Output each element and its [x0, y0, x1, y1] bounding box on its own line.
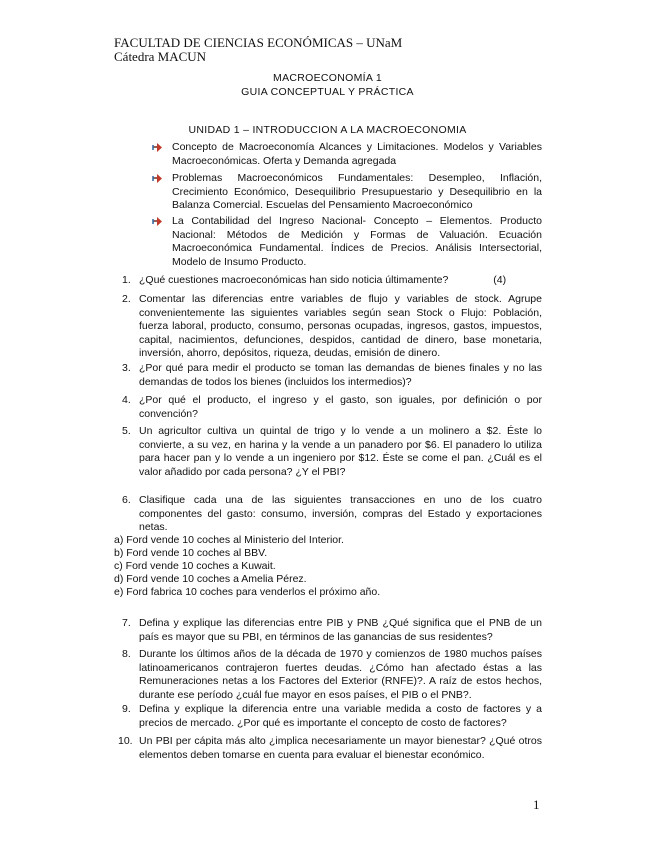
arrow-bullet-icon: [152, 216, 164, 232]
unit-bullet-text: Concepto de Macroeconomía Alcances y Limitaciones. Modelos y Variables Macroeconómicas. Oferta y Demanda agregada: [172, 141, 542, 167]
transaction-item: e) Ford fabrica 10 coches para venderlos el próximo año.: [114, 586, 381, 598]
unit-bullet: [152, 172, 542, 213]
question-text: Un agricultor cultiva un quintal de trigo y lo vende a un molinero a $2. Éste lo convierte, a su vez, en harina y la vende a un panadero por $6. El panadero lo utiliza para hacer pan y lo vende a un ingeniero por $12. Éste se come el pan. ¿Cuál es el valor añadido por cada persona? ¿Y el PBI?: [139, 425, 542, 478]
unit-bullet-text: La Contabilidad del Ingreso Nacional- Concepto – Elementos. Producto Nacional: Métodos de Medición y Formas de Valuación. Ecuación Macroeconómica Fundamental. Índices de Precios. Análisis Intersectorial, Modelo de Insumo Producto.: [172, 215, 542, 268]
question-number: 3.: [122, 362, 131, 374]
question-item: [122, 425, 542, 479]
chair-name: Cátedra MACUN: [114, 49, 207, 64]
course-title: MACROECONOMÍA 1: [273, 72, 382, 84]
transaction-item: b) Ford vende 10 coches al BBV.: [114, 547, 268, 559]
question-text: Clasifique cada una de las siguientes transacciones en uno de los cuatro componentes del gasto: consumo, inversión, compras del Estado y exportaciones netas.: [139, 494, 542, 533]
question-item: [122, 703, 542, 730]
question-text: Un PBI per cápita más alto ¿implica necesariamente un mayor bienestar? ¿Qué otros elementos deben tomarse en cuenta para evaluar el bienestar económico.: [139, 735, 542, 761]
question-text: ¿Por qué para medir el producto se toman las demandas de bienes finales y no las demandas de todos los bienes (incluidos los intermedios)?: [139, 362, 542, 388]
question-number: 2.: [122, 293, 131, 305]
question-text: ¿Qué cuestiones macroeconómicas han sido noticia últimamente? (4): [139, 274, 507, 286]
transaction-item: d) Ford vende 10 coches a Amelia Pérez.: [114, 573, 307, 585]
guide-subtitle: GUIA CONCEPTUAL Y PRÁCTICA: [241, 86, 414, 98]
question-item: [118, 735, 542, 762]
unit-bullet: [152, 215, 542, 269]
page-number: 1: [533, 797, 540, 812]
question-item: [122, 274, 542, 288]
question-text: ¿Por qué el producto, el ingreso y el gasto, son iguales, por definición o por convención?: [139, 394, 542, 420]
question-note: (4): [493, 274, 507, 286]
unit-bullet-text: Problemas Macroeconómicos Fundamentales: Desempleo, Inflación, Crecimiento Económico, Desequilibrio Presupuestario y Desequilibrio en la Balanza Comercial. Escuelas del Pensamiento Macroeconómico: [172, 172, 542, 211]
question-item: [122, 394, 542, 421]
question-item: [122, 648, 542, 702]
arrow-bullet-icon: [152, 173, 164, 189]
question-text: Comentar las diferencias entre variables de flujo y variables de stock. Agrupe convenientemente las siguientes variables según sean Stock o Flujo: Población, fuerza laboral, producto, consumo, personas ocupadas, ingresos, gastos, impuestos, capital, nacimientos, defunciones, despidos, cantidad de dinero, base monetaria, inversión, ahorro, depósitos, riqueza, deudas, emisión de dinero.: [139, 293, 542, 359]
arrow-bullet-icon: [152, 142, 164, 158]
question-number: 6.: [122, 494, 131, 506]
unit-title: UNIDAD 1 – INTRODUCCION A LA MACROECONOMIA: [188, 124, 467, 136]
question-number: 10.: [118, 735, 133, 747]
question-item: [122, 293, 542, 361]
question-number: 7.: [122, 617, 131, 629]
question-number: 8.: [122, 648, 131, 660]
transaction-item: c) Ford vende 10 coches a Kuwait.: [114, 560, 276, 572]
question-text: Durante los últimos años de la década de 1970 y comienzos de 1980 muchos países latinoamericanos contrajeron fuertes deudas. ¿Cómo han afectado éstas a las Remuneraciones netas a los Factores del Exterior (RNFE)?. A raíz de estos hechos, durante ese período ¿cuál fue mayor en esos países, el PIB o el PNB?.: [139, 648, 542, 701]
question-item: [122, 362, 542, 389]
question-number: 4.: [122, 394, 131, 406]
question-text: Defina y explique las diferencias entre PIB y PNB ¿Qué significa que el PNB de un país es mayor que su PBI, en términos de las ganancias de sus residentes?: [139, 617, 542, 643]
document-header: [114, 36, 402, 64]
question-text: Defina y explique la diferencia entre una variable medida a costo de factores y a precios de mercado. ¿Por qué es importante el concepto de costo de factores?: [139, 703, 542, 729]
question-number: 1.: [122, 274, 131, 286]
transaction-item: a) Ford vende 10 coches al Ministerio del Interior.: [114, 534, 344, 546]
faculty-name: FACULTAD DE CIENCIAS ECONÓMICAS – UNaM: [114, 35, 403, 50]
question-number: 9.: [122, 703, 131, 715]
unit-bullet: [152, 141, 542, 168]
question-item: [122, 617, 542, 644]
question-number: 5.: [122, 425, 131, 437]
question-item: [122, 494, 542, 535]
